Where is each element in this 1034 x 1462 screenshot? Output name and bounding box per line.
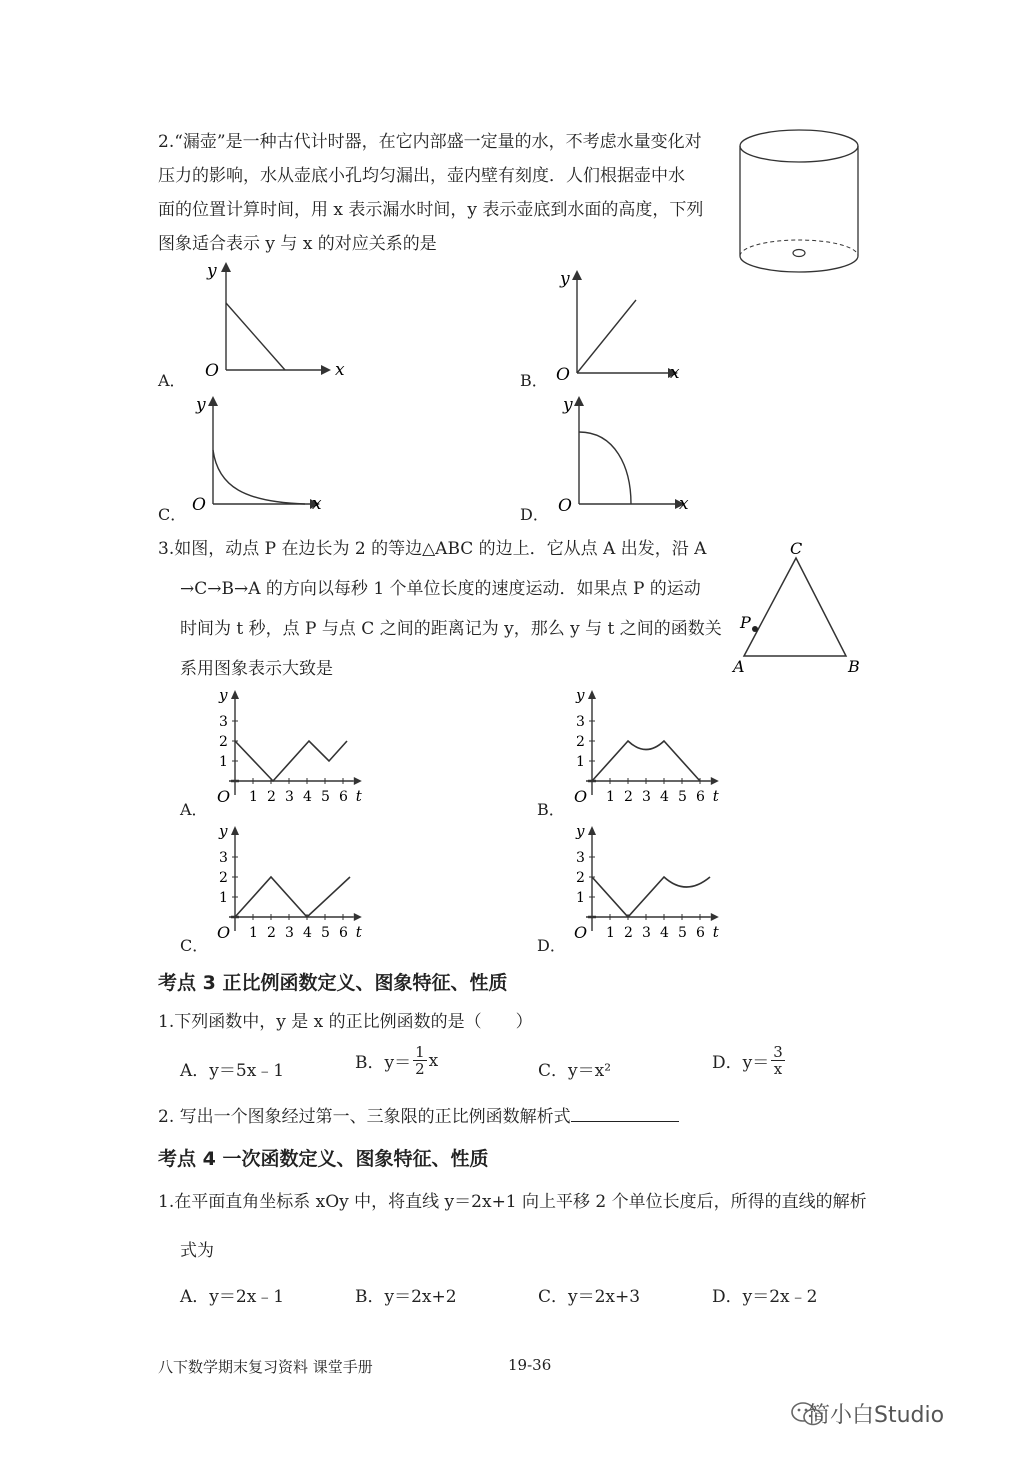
leaky-pot-figure xyxy=(735,128,865,278)
y-tick-label: 1 xyxy=(219,754,228,770)
frac-num: 3 xyxy=(773,1043,783,1061)
y-tick-label: 3 xyxy=(576,850,585,866)
q2-option-d[interactable]: D． xyxy=(520,505,549,524)
x-tick-label: 1 xyxy=(249,789,258,805)
watermark-text: 简小白Studio xyxy=(808,1403,945,1428)
axis-y-label: y xyxy=(576,686,585,704)
q2-line-4: 图象适合表示 y 与 x 的对应关系的是 xyxy=(158,234,437,254)
y-tick-label: 3 xyxy=(576,714,585,730)
sec4-q1-option-a[interactable]: A．y＝2x﹣1 xyxy=(180,1287,285,1307)
sec4-q1-option-c[interactable]: C．y＝2x+3 xyxy=(538,1287,641,1307)
sec3-q1-option-d[interactable] xyxy=(712,1044,787,1077)
x-tick-label: 4 xyxy=(660,789,669,805)
y-tick-label: 3 xyxy=(219,714,228,730)
q3-line-4: 系用图象表示大致是 xyxy=(180,659,333,679)
q3-option-b[interactable]: B． xyxy=(537,800,565,819)
axis-x-label: x xyxy=(335,360,345,380)
sec3-q1-text: 1.下列函数中，y 是 x 的正比例函数的是（ ） xyxy=(158,1012,533,1032)
q2-option-b[interactable]: B． xyxy=(520,371,548,390)
axis-y-label: y xyxy=(576,822,585,840)
q2-line-3: 面的位置计算时间，用 x 表示漏水时间，y 表示壶底到水面的高度，下列 xyxy=(158,200,704,220)
q2-option-a[interactable]: A． xyxy=(158,371,186,390)
frac-den: 2 xyxy=(415,1060,425,1078)
y-tick-label: 1 xyxy=(576,890,585,906)
axis-x-label: t xyxy=(355,787,362,805)
axis-y-label: y xyxy=(207,261,217,281)
axis-origin-label: O xyxy=(217,923,231,942)
axis-origin-label: O xyxy=(574,923,588,942)
x-tick-label: 6 xyxy=(696,789,705,805)
q2-graph-b xyxy=(550,264,700,389)
y-tick-label: 1 xyxy=(576,754,585,770)
triangle-abc-figure xyxy=(728,536,868,678)
vertex-c-label: C xyxy=(790,539,803,558)
y-tick-label: 2 xyxy=(219,870,228,886)
sec4-q1-line-1: 1.在平面直角坐标系 xOy 中，将直线 y＝2x+1 向上平移 2 个单位长度后，所得的直线的解析 xyxy=(158,1192,867,1212)
x-tick-label: 6 xyxy=(339,789,348,805)
footer-page-number: 19-36 xyxy=(508,1356,552,1374)
y-tick-label: 2 xyxy=(576,734,585,750)
sec4-q1-line-2: 式为 xyxy=(180,1241,214,1261)
x-tick-label: 5 xyxy=(321,925,330,941)
x-tick-label: 6 xyxy=(339,925,348,941)
q3-option-a[interactable]: A． xyxy=(180,800,208,819)
q2-graph-d xyxy=(555,392,705,517)
y-tick-label: 1 xyxy=(219,890,228,906)
sec4-q1-option-d[interactable]: D．y＝2x﹣2 xyxy=(712,1287,818,1307)
axis-origin-label: O xyxy=(558,496,572,516)
x-tick-label: 5 xyxy=(678,789,687,805)
sec3-q1-option-b[interactable] xyxy=(355,1044,438,1077)
q3-line-2: →C→B→A 的方向以每秒 1 个单位长度的速度运动．如果点 P 的运动 xyxy=(180,579,701,599)
axis-y-label: y xyxy=(563,395,573,415)
x-tick-label: 2 xyxy=(267,789,276,805)
sec4-q1-option-b[interactable]: B．y＝2x+2 xyxy=(355,1287,457,1307)
option-d-prefix: D．y＝ xyxy=(712,1053,770,1073)
axis-origin-label: O xyxy=(192,495,206,515)
section-4-title: 考点 4 一次函数定义、图象特征、性质 xyxy=(158,1148,489,1170)
x-tick-label: 2 xyxy=(624,789,633,805)
fraction-one-half xyxy=(413,1044,427,1077)
axis-origin-label: O xyxy=(217,787,231,806)
q2-option-c[interactable]: C． xyxy=(158,505,187,524)
x-tick-label: 4 xyxy=(660,925,669,941)
axis-x-label: x xyxy=(670,363,680,383)
section-3-title: 考点 3 正比例函数定义、图象特征、性质 xyxy=(158,972,508,994)
frac-den: x xyxy=(773,1060,783,1078)
q3-graph-b xyxy=(562,686,742,811)
axis-x-label: t xyxy=(355,923,362,941)
q3-line-3: 时间为 t 秒，点 P 与点 C 之间的距离记为 y，那么 y 与 t 之间的函数关 xyxy=(180,619,722,639)
x-tick-label: 1 xyxy=(249,925,258,941)
x-tick-label: 3 xyxy=(285,789,294,805)
q2-line-1: 2.“漏壶”是一种古代计时器，在它内部盛一定量的水，不考虑水量变化对 xyxy=(158,132,702,152)
x-tick-label: 3 xyxy=(285,925,294,941)
x-tick-label: 4 xyxy=(303,789,312,805)
x-tick-label: 1 xyxy=(606,789,615,805)
axis-x-label: x xyxy=(679,494,689,514)
axis-origin-label: O xyxy=(556,365,570,385)
point-p-label: P xyxy=(740,613,751,632)
x-tick-label: 2 xyxy=(624,925,633,941)
axis-y-label: y xyxy=(560,269,570,289)
axis-origin-label: O xyxy=(574,787,588,806)
q3-graph-d xyxy=(562,822,742,947)
vertex-a-label: A xyxy=(733,657,745,676)
option-b-prefix: B．y＝ xyxy=(355,1053,412,1073)
axis-y-label: y xyxy=(219,822,228,840)
x-tick-label: 5 xyxy=(678,925,687,941)
x-tick-label: 1 xyxy=(606,925,615,941)
fraction-three-over-x xyxy=(771,1044,785,1077)
axis-origin-label: O xyxy=(205,361,219,381)
vertex-b-label: B xyxy=(848,657,860,676)
q2-line-2: 压力的影响，水从壶底小孔均匀漏出，壶内壁有刻度．人们根据壶中水 xyxy=(158,166,685,186)
sec3-q2 xyxy=(158,1106,679,1128)
axis-y-label: y xyxy=(219,686,228,704)
x-tick-label: 3 xyxy=(642,925,651,941)
q2-graph-a xyxy=(195,258,345,383)
x-tick-label: 5 xyxy=(321,789,330,805)
q2-graph-c xyxy=(190,392,340,517)
q3-option-d[interactable]: D． xyxy=(537,936,566,955)
axis-y-label: y xyxy=(196,395,206,415)
x-tick-label: 4 xyxy=(303,925,312,941)
axis-x-label: t xyxy=(712,923,719,941)
q3-graph-a xyxy=(205,686,385,811)
sec3-q1-option-c[interactable]: C．y＝x² xyxy=(538,1061,612,1081)
sec3-q1-option-a[interactable]: A．y＝5x﹣1 xyxy=(180,1061,285,1081)
x-tick-label: 2 xyxy=(267,925,276,941)
q3-option-c[interactable]: C． xyxy=(180,936,209,955)
y-tick-label: 2 xyxy=(576,870,585,886)
axis-x-label: x xyxy=(312,494,322,514)
x-tick-label: 6 xyxy=(696,925,705,941)
q3-line-1: 3.如图，动点 P 在边长为 2 的等边△ABC 的边上．它从点 A 出发，沿 A xyxy=(158,539,707,559)
sec3-q2-text: 2. 写出一个图象经过第一、三象限的正比例函数解析式 xyxy=(158,1107,571,1127)
x-tick-label: 3 xyxy=(642,789,651,805)
answer-blank[interactable] xyxy=(571,1107,679,1122)
option-b-suffix: x xyxy=(428,1050,439,1071)
y-tick-label: 3 xyxy=(219,850,228,866)
q3-graph-c xyxy=(205,822,385,947)
axis-x-label: t xyxy=(712,787,719,805)
footer-title: 八下数学期末复习资料 课堂手册 xyxy=(158,1358,373,1376)
frac-num: 1 xyxy=(415,1043,425,1061)
y-tick-label: 2 xyxy=(219,734,228,750)
